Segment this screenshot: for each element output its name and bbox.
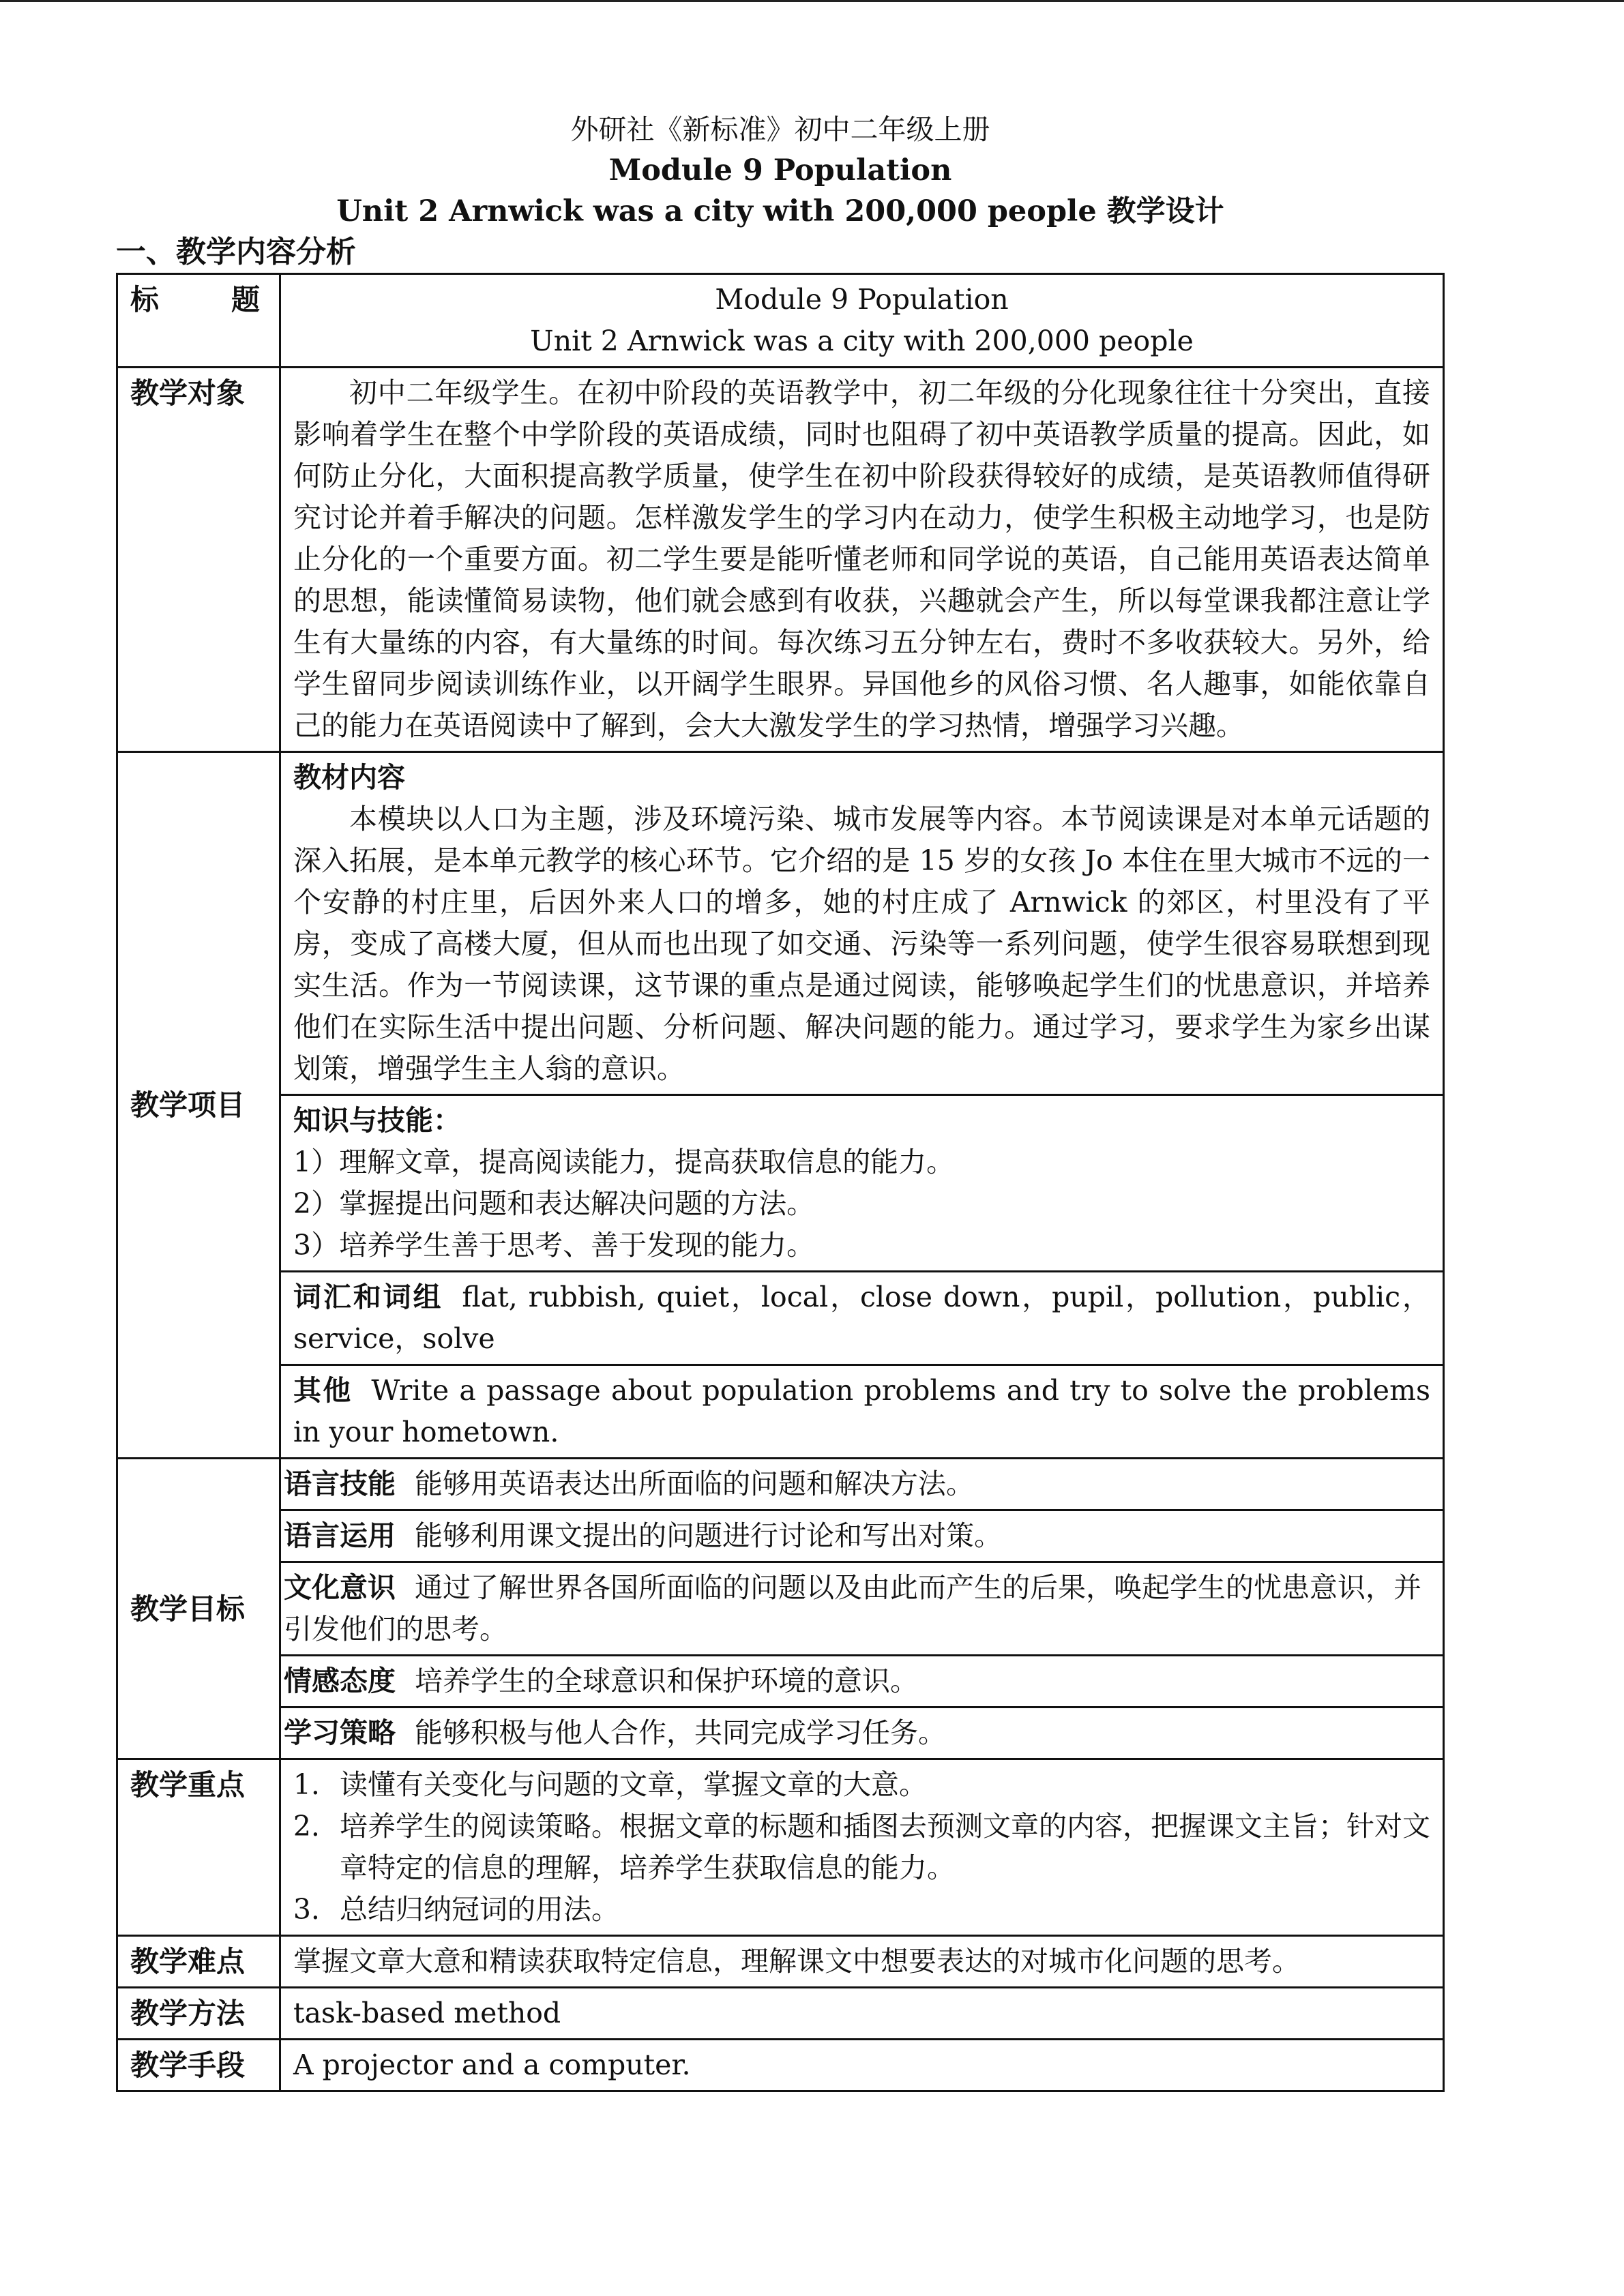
difficulty-text: 掌握文章大意和精读获取特定信息，理解课文中想要表达的对城市化问题的思考。 (280, 1936, 1444, 1988)
content-heading: 教材内容 (293, 761, 405, 794)
skill-item: 3）培养学生善于思考、善于发现的能力。 (293, 1229, 815, 1262)
items-label: 教学项目 (117, 752, 280, 1459)
skills-cell (280, 1095, 1444, 1272)
title-line-2: Unit 2 Arnwick was a city with 200,000 people (530, 325, 1194, 357)
vocab-cell (280, 1272, 1444, 1365)
document-header (116, 109, 1445, 232)
row-focus (117, 1759, 1444, 1936)
row-method (117, 1988, 1444, 2040)
focus-item: 3. 总结归纳冠词的用法。 (329, 1889, 1430, 1930)
goal-key: 学习策略 (284, 1716, 396, 1749)
row-means (117, 2040, 1444, 2091)
row-goal-1 (117, 1459, 1444, 1510)
focus-item: 2. 培养学生的阅读策略。根据文章的标题和插图去预测文章的内容，把握课文主旨；针对文章特定的信息的理解，培养学生获取信息的能力。 (329, 1806, 1430, 1889)
audience-cell (280, 368, 1444, 752)
focus-item: 1. 读懂有关变化与问题的文章，掌握文章的大意。 (329, 1764, 1430, 1806)
skill-item: 2）掌握提出问题和表达解决问题的方法。 (293, 1187, 815, 1220)
goal-text: 培养学生的全球意识和保护环境的意识。 (415, 1665, 918, 1697)
method-label: 教学方法 (117, 1988, 280, 2040)
goal-item (280, 1562, 1444, 1656)
goal-text: 能够用英语表达出所面临的问题和解决方法。 (415, 1467, 974, 1500)
goal-key: 文化意识 (284, 1571, 396, 1604)
content-text: 本模块以人口为主题，涉及环境污染、城市发展等内容。本节阅读课是对本单元话题的深入拓展，是本单元教学的核心环节。它介绍的是 15 岁的女孩 Jo 本住在里大城市不远的一个安静的村庄里，后因外来人口的增多，她的村庄成了 Arnwick 的郊区，村里没有了平房，变成了高楼大厦，但从而也出现了如交通、污染等一系列问题，使学生很容易联想到现实生活。作为一节阅读课，这节课的重点是通过阅读，能够唤起学生们的忧患意识，并培养他们在实际生活中提出问题、分析问题、解决问题的能力。通过学习，要求学生为家乡出谋划策，增强学生主人翁的意识。 (293, 803, 1430, 1085)
row-audience (117, 368, 1444, 752)
goal-item (280, 1656, 1444, 1708)
unit-title: Unit 2 Arnwick was a city with 200,000 people 教学设计 (336, 194, 1224, 228)
focus-list (293, 1764, 1430, 1930)
audience-text: 初中二年级学生。在初中阶段的英语教学中，初二年级的分化现象往往十分突出，直接影响着学生在整个中学阶段的英语成绩，同时也阻碍了初中英语教学质量的提高。因此，如何防止分化，大面积提高教学质量，使学生在初中阶段获得较好的成绩，是英语教师值得研究讨论并着手解决的问题。怎样激发学生的学习内在动力，使学生积极主动地学习，也是防止分化的一个重要方面。初二学生要是能听懂老师和同学说的英语，自己能用英语表达简单的思想，能读懂简易读物，他们就会感到有收获，兴趣就会产生，所以每堂课我都注意让学生有大量练的内容，有大量练的时间。每次练习五分钟左右，费时不多收获较大。另外，给学生留同步阅读训练作业，以开阔学生眼界。异国他乡的风俗习惯、名人趣事，如能依靠自己的能力在英语阅读中了解到，会大大激发学生的学习热情，增强学习兴趣。 (293, 376, 1430, 742)
goal-item (280, 1459, 1444, 1510)
other-text: Write a passage about population problems and try to solve the problems in your hometown. (293, 1374, 1430, 1448)
row-goal-3 (117, 1562, 1444, 1656)
content-cell (280, 752, 1444, 1095)
other-cell (280, 1365, 1444, 1459)
row-goal-4 (117, 1656, 1444, 1708)
title-label-char-1: 标 (130, 283, 160, 316)
publisher-line: 外研社《新标准》初中二年级上册 (570, 113, 990, 146)
goal-text: 能够积极与他人合作，共同完成学习任务。 (415, 1716, 946, 1749)
audience-label: 教学对象 (117, 368, 280, 752)
row-items-content (117, 752, 1444, 1095)
other-heading: 其他 (293, 1374, 353, 1407)
row-items-skills (117, 1095, 1444, 1272)
focus-cell (280, 1759, 1444, 1936)
row-items-vocab (117, 1272, 1444, 1365)
goals-label: 教学目标 (117, 1459, 280, 1759)
vocab-heading: 词汇和词组 (293, 1281, 443, 1313)
goal-text: 能够利用课文提出的问题进行讨论和写出对策。 (415, 1519, 1002, 1552)
module-title: Module 9 Population (608, 153, 952, 188)
goal-item (280, 1510, 1444, 1562)
title-label-char-2: 题 (231, 283, 260, 316)
top-border-line (0, 0, 1624, 2)
goal-key: 情感态度 (284, 1665, 396, 1697)
means-text: A projector and a computer. (280, 2040, 1444, 2091)
row-goal-5 (117, 1708, 1444, 1759)
skill-item: 1）理解文章，提高阅读能力，提高获取信息的能力。 (293, 1146, 955, 1178)
vocab-text: flat, rubbish, quiet，local，close down，pupil，pollution，public，service，solve (293, 1281, 1431, 1355)
goal-key: 语言技能 (284, 1467, 396, 1500)
goal-key: 语言运用 (284, 1519, 396, 1552)
goal-text: 通过了解世界各国所面临的问题以及由此而产生的后果，唤起学生的忧患意识，并引发他们的思考。 (284, 1571, 1421, 1645)
document-page (116, 109, 1445, 2092)
method-text: task-based method (280, 1988, 1444, 2040)
difficulty-label: 教学难点 (117, 1936, 280, 1988)
row-title (117, 274, 1444, 368)
row-items-other (117, 1365, 1444, 1459)
title-value (280, 274, 1444, 368)
row-difficulty (117, 1936, 1444, 1988)
skills-heading: 知识与技能： (293, 1104, 461, 1137)
focus-label: 教学重点 (117, 1759, 280, 1936)
means-label: 教学手段 (117, 2040, 280, 2091)
row-goal-2 (117, 1510, 1444, 1562)
title-line-1: Module 9 Population (715, 283, 1009, 316)
section-heading: 一、教学内容分析 (116, 235, 356, 269)
goal-item (280, 1708, 1444, 1759)
teaching-analysis-table (116, 273, 1445, 2092)
title-label (117, 274, 280, 368)
